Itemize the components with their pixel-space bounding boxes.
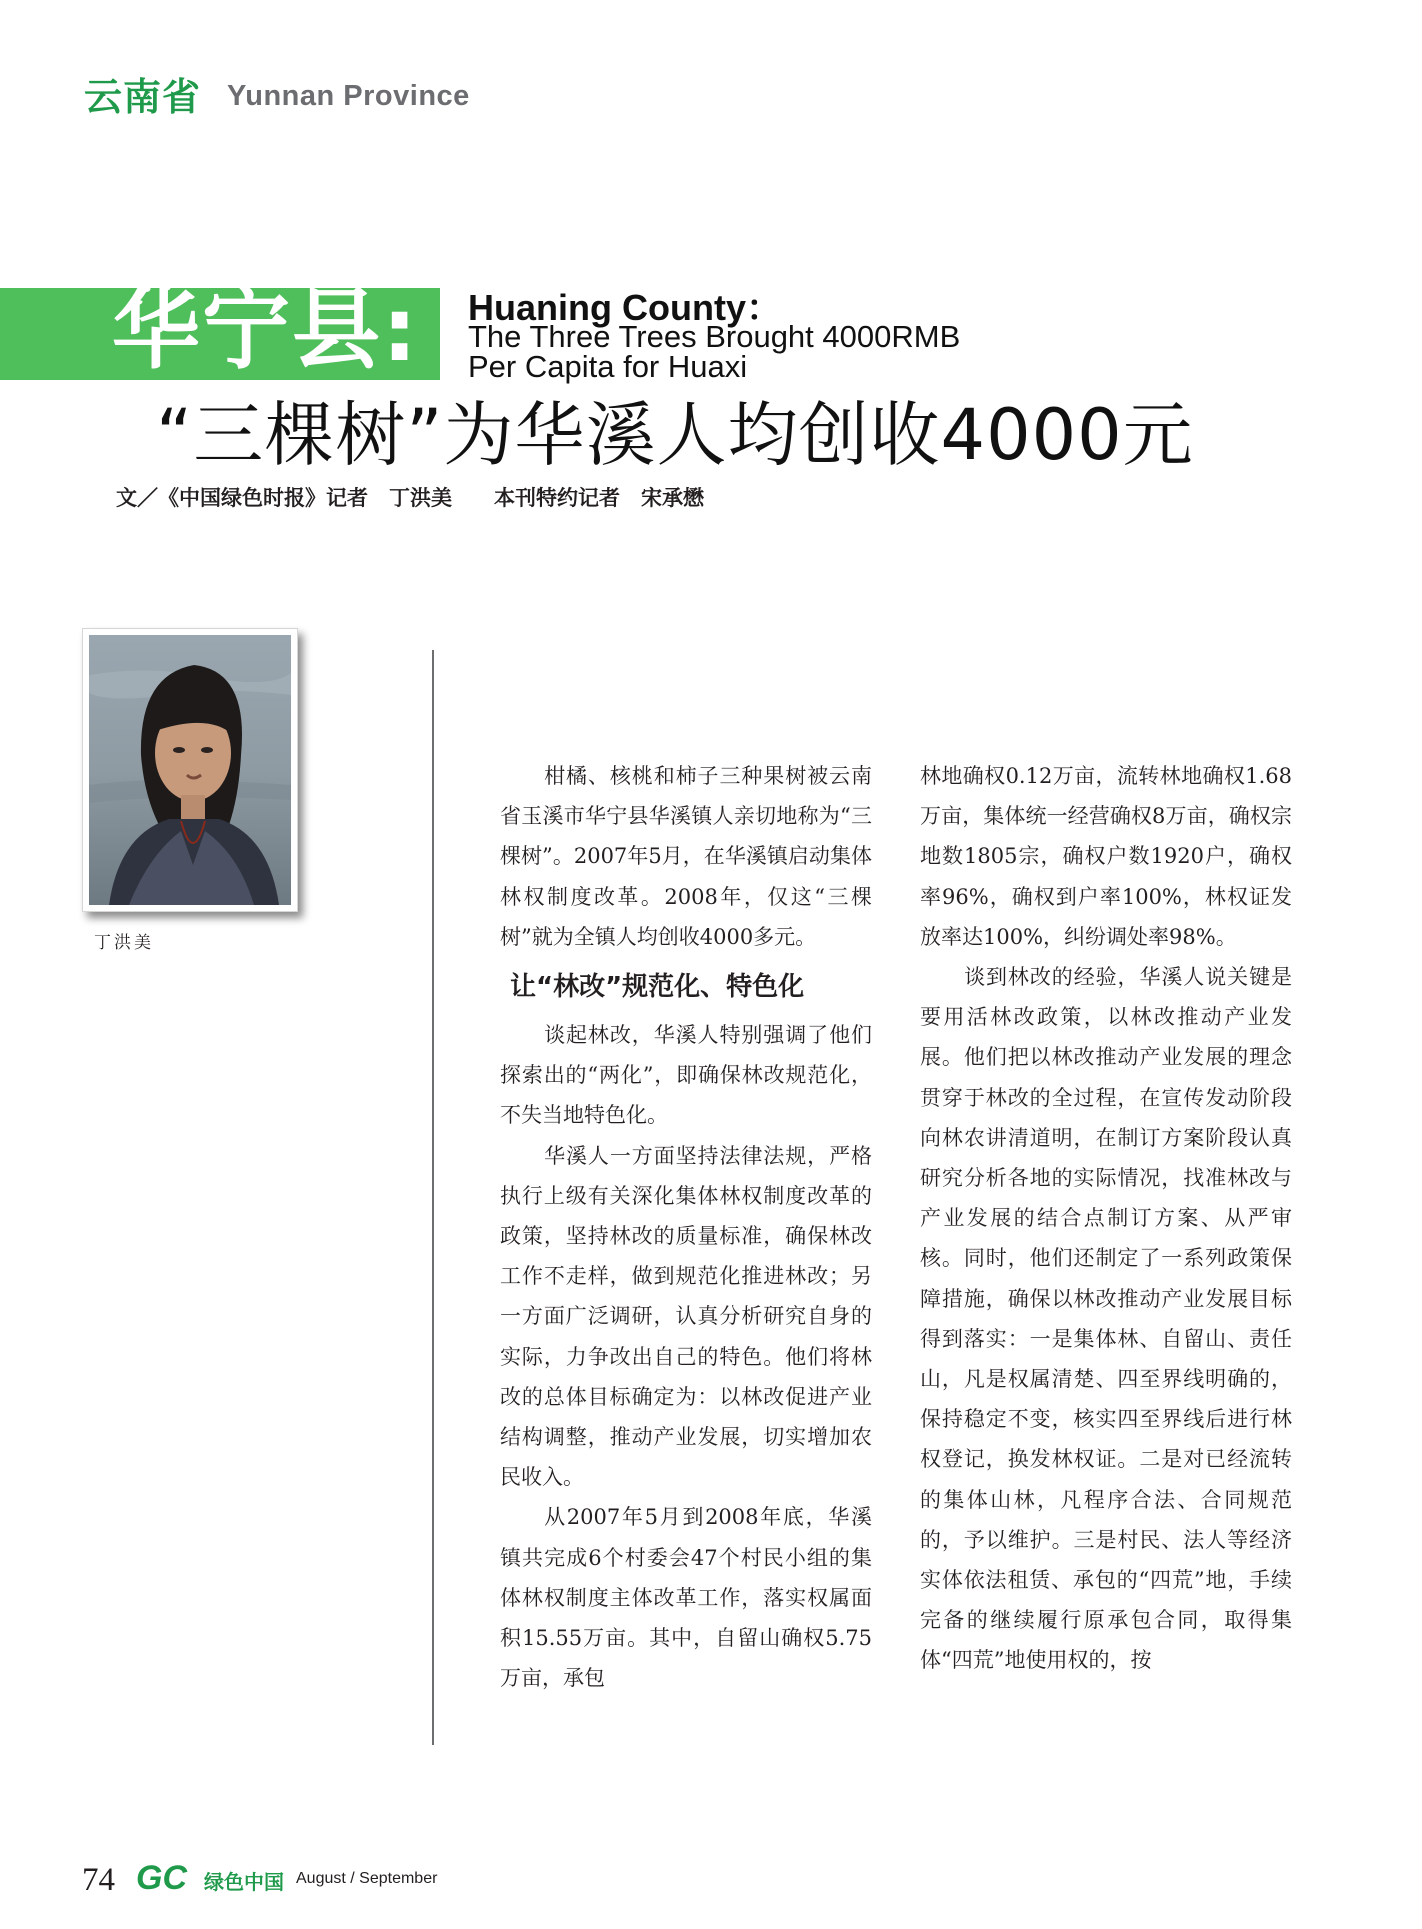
issue-date: August / September xyxy=(296,1870,438,1887)
column-divider xyxy=(432,650,434,1745)
gc-logo-icon xyxy=(136,1858,198,1896)
article-title-cn: “三棵树”为华溪人均创收4000元 xyxy=(156,394,1194,476)
logo-text: GC xyxy=(136,1859,187,1896)
title-en-subtitle-line1: The Three Trees Brought 4000RMB xyxy=(468,319,961,354)
portrait-image xyxy=(89,635,291,905)
magazine-name: 绿色中国 xyxy=(204,1870,284,1894)
intro-paragraph: 柑橘、核桃和柿子三种果树被云南省玉溪市华宁县华溪镇人亲切地称为“三棵树”。2007年5月，在华溪镇启动集体林权制度改革。2008年，仅这“三棵树”就为全镇人均创收4000多元。 xyxy=(500,764,872,949)
article-column-right xyxy=(920,756,1292,1681)
paragraph: 谈起林改，华溪人特别强调了他们探索出的“两化”，即确保林改规范化，不失当地特色化。 xyxy=(500,1023,872,1128)
title-en-main: Huaning County： xyxy=(468,287,782,328)
author-photo xyxy=(82,628,298,912)
section-title-cn: 云南省 xyxy=(84,75,202,119)
paragraph: 华溪人一方面坚持法律法规，严格执行上级有关深化集体林权制度改革的政策，坚持林改的质量标准，确保林改工作不走样，做到规范化推进林改；另一方面广泛调研，认真分析研究自身的实际，力争改出自己的特色。他们将林改的总体目标确定为：以林改促进产业结构调整，推动产业发展，切实增加农民收入。 xyxy=(500,1143,872,1490)
section-title-en: Yunnan Province xyxy=(227,80,470,112)
section-heading: 让“林改”规范化、特色化 xyxy=(510,972,805,1003)
photo-caption: 丁洪美 xyxy=(94,933,154,953)
page-number: 74 xyxy=(82,1862,115,1898)
article-column-left xyxy=(500,756,872,1698)
paragraph: 从2007年5月到2008年底，华溪镇共完成6个村委会47个村民小组的集体林权制度主体改革工作，落实权属面积15.55万亩。其中，自留山确权5.75万亩，承包 xyxy=(500,1505,872,1691)
paragraph: 林地确权0.12万亩，流转林地确权1.68万亩，集体统一经营确权8万亩，确权宗地数1805宗，确权户数1920户，确权率96%，确权到户率100%，林权证发放率达100%，纠纷调处率98%。 xyxy=(920,764,1292,949)
paragraph: 谈到林改的经验，华溪人说关键是要用活林改政策，以林改推动产业发展。他们把以林改推动产业发展的理念贯穿于林改的全过程，在宣传发动阶段向林农讲清道明，在制订方案阶段认真研究分析各地的实际情况，找准林改与产业发展的结合点制订方案、从严审核。同时，他们还制定了一系列政策保障措施，确保以林改推动产业发展目标得到落实：一是集体林、自留山、责任山，凡是权属清楚、四至界线明确的，保持稳定不变，核实四至界线后进行林权登记，换发林权证。二是对已经流转的集体山林，凡程序合法、合同规范的，予以维护。三是村民、法人等经济实体依法租赁、承包的“四荒”地，手续完备的继续履行原承包合同，取得集体“四荒”地使用权的，按 xyxy=(920,965,1292,1673)
byline: 文／《中国绿色时报》记者 丁洪美 本刊特约记者 宋承懋 xyxy=(116,486,704,510)
title-en-subtitle-line2: Per Capita for Huaxi xyxy=(468,349,748,384)
title-county-cn: 华宁县: xyxy=(112,278,420,381)
